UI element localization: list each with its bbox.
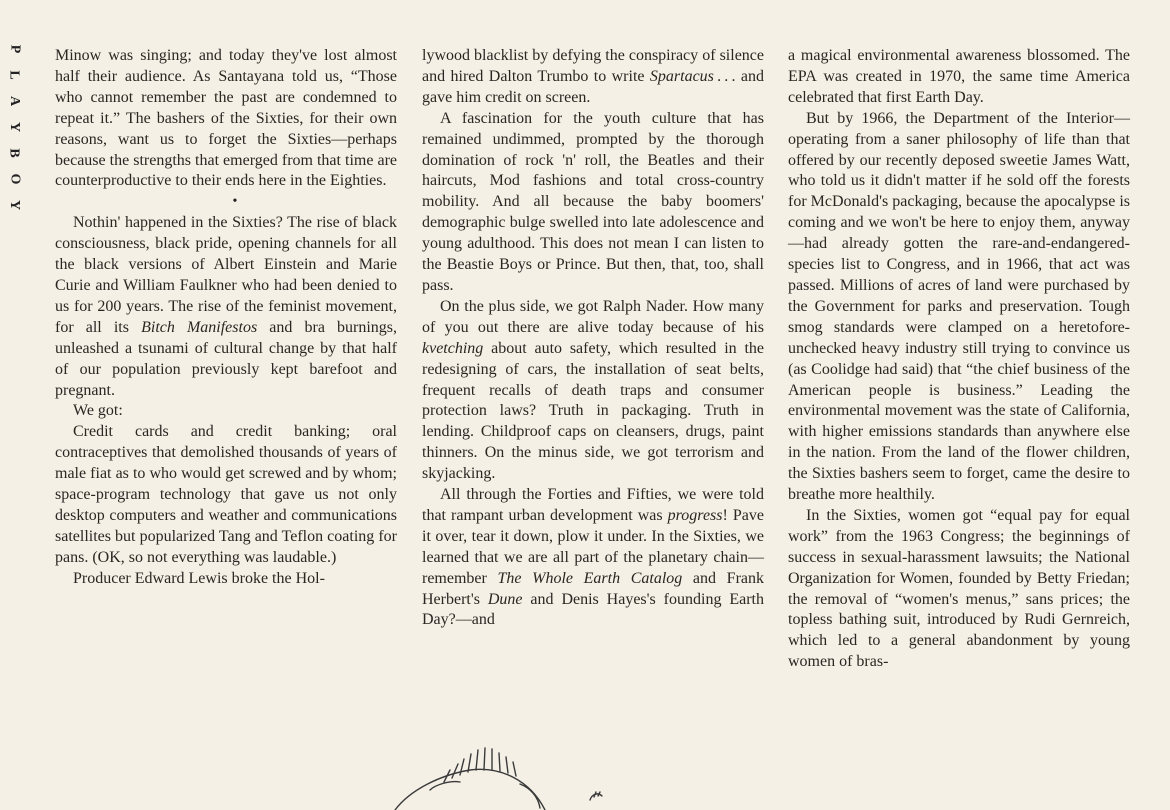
italic-title: Bitch Manifestos	[141, 318, 258, 336]
paragraph: But by 1966, the Department of the Interior—operating from a saner philosophy of life than that offered by our recently deposed sweetie James Watt, who told us it didn't matter if he sold off the forests for McDonald's packaging, because the apocalypse is coming and we won't be here to enjoy them, anyway—had already gotten the rare-and-endangered-species list to Congress, and in 1966, that act was passed. Millions of acres of land were purchased by the Government for parks and preservation. Tough smog standards were clamped on a heretofore-unchecked heavy industry still trying to convince us (as Coolidge had said) that “the chief business of the American people is business.” Leading the environmental movement was the state of California, with higher emissions standards than anywhere else in the nation. From the land of the flower children, the Sixties bashers seem to forget, came the desire to breathe more healthily.	[788, 109, 1130, 504]
paragraph: Nothin' happened in the Sixties? The rise of black consciousness, black pride, opening channels for all the black versions of Albert Einstein and Marie Curie and William Faulkner who had been denied to us for 200 years. The rise of the feminist movement, for all its Bitch Manifestos and bra burnings, unleashed a tsunami of cultural change by that half of our population previously kept barefoot and pregnant.	[55, 214, 398, 399]
italic-title: The Whole Earth Catalog	[497, 569, 683, 587]
italic-word: kvetching	[422, 339, 484, 357]
paragraph: Credit cards and credit banking; oral contraceptives that demolished thousands of years of male fiat as to who would get screwed and by whom; space-program technology that gave us not only desktop computers and weather and communications satellites but popularized Tang and Teflon coating for pans. (OK, so not everything was laudable.)	[55, 423, 397, 566]
sidebar-letter: B	[7, 148, 22, 158]
paragraph: lywood blacklist by defying the conspiracy of silence and hired Dalton Trumbo to write Spartacus . . . and gave him credit on screen.	[422, 47, 764, 106]
sidebar-letter: A	[7, 95, 22, 107]
paragraph: All through the Forties and Fifties, we were told that rampant urban development was progress! Pave it over, tear it down, plow it under. In the Sixties, we learned that we are all part of the planetary chain—remember The Whole Earth Catalog and Frank Herbert's Dune and Denis Hayes's founding Earth Day?—and	[422, 486, 764, 629]
magazine-sidebar-logo	[2, 42, 26, 212]
paragraph: On the plus side, we got Ralph Nader. How many of you out there are alive today because of his kvetching about auto safety, which resulted in the redesigning of cars, the installation of seat belts, frequent recalls of death traps and consumer protection laws? Truth in packaging. Truth in lending. Childproof caps on cleansers, drugs, paint thinners. On the minus side, we got terrorism and skyjacking.	[422, 297, 764, 483]
sidebar-letter: L	[7, 70, 22, 80]
paragraph: Producer Edward Lewis broke the Hol-	[73, 569, 325, 587]
sidebar-letter: P	[7, 44, 22, 54]
sidebar-letter: O	[6, 173, 22, 185]
italic-title: Spartacus	[649, 67, 714, 85]
paragraph: Minow was singing; and today they've lost almost half their audience. As Santayana told us, “Those who cannot remember the past are condemned to repeat it.” The bashers of the Sixties, for their own reasons, want us to forget the Sixties—perhaps because the strengths that emerged from that time are counterproductive to their ends here in the Eighties.	[55, 47, 397, 190]
paragraph: a magical environmental awareness blossomed. The EPA was created in 1970, the same time America celebrated that first Earth Day.	[788, 47, 1130, 106]
italic-title: Dune	[487, 590, 523, 608]
paragraph: A fascination for the youth culture that has remained undimmed, prompted by the thorough domination of rock 'n' roll, the Beatles and their haircuts, Mod fashions and total cross-country mobility. And all because the baby boomers' demographic bulge swelled into late adolescence and young adulthood. This does not mean I can listen to the Beastie Boys or Prince. But then, that, too, shall pass.	[422, 109, 764, 294]
text-column-2	[422, 46, 764, 631]
italic-word: progress	[667, 506, 723, 524]
paragraph: In the Sixties, women got “equal pay for equal work” from the 1963 Congress; the beginnings of success in sexual-harassment lawsuits; the National Organization for Women, founded by Betty Friedan; the removal of “women's menus,” sans prices; the topless bathing suit, introduced by Rudi Gernreich, which led to a general abandonment by young women of bras-	[788, 506, 1130, 671]
paragraph: We got:	[73, 402, 123, 420]
text-column-1	[55, 46, 397, 590]
illustration-sketch	[340, 720, 660, 810]
section-divider-bullet: •	[232, 194, 238, 210]
sidebar-letter: Y	[7, 121, 22, 133]
sidebar-letter: Y	[7, 199, 22, 211]
text-column-3	[788, 46, 1130, 673]
